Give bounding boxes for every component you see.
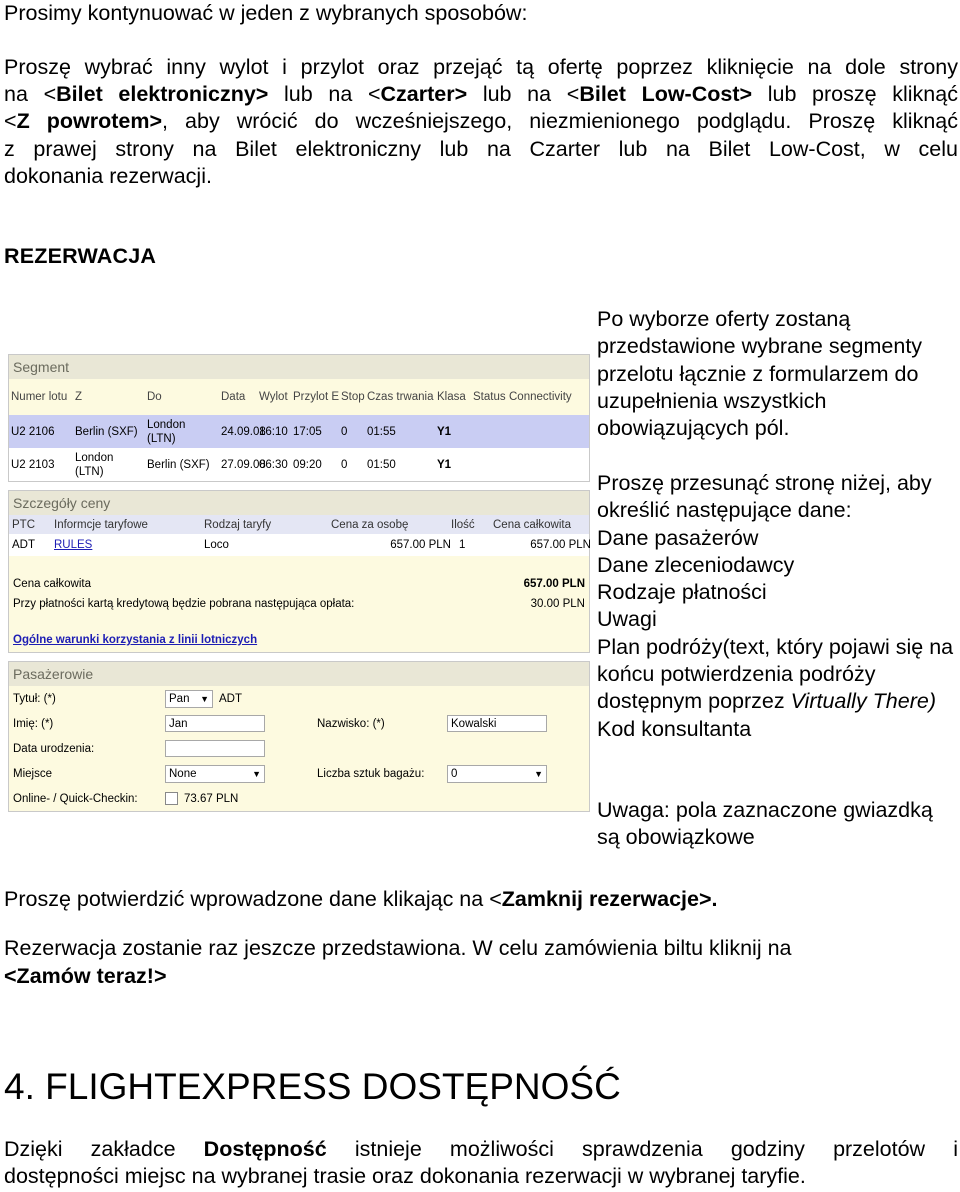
date: 24.09.08 [221,425,266,438]
col-header: Z [75,391,83,403]
col-header: Stop [341,391,365,403]
departure: 16:10 [259,425,288,438]
segment-panel [8,354,590,482]
section-heading-rezerwacja: REZERWACJA [4,244,157,268]
para1-line3: <Z powrotem>, aby wrócić do wcześniejszego, niezmienionego podglądu. Proszę kliknąć [4,109,958,133]
price-panel-title: Szczegóły ceny [9,491,589,515]
price-panel [8,490,590,653]
para1-line1: Proszę wybrać inny wylot i przylot oraz przejąć tą ofertę poprzez kliknięcie na dole strony [4,55,958,79]
col-header: Informcje taryfowe [54,518,148,531]
passengers-panel [8,661,590,812]
col-header: Rodzaj taryfy [204,518,272,531]
col-header: Czas trwania [367,390,434,403]
dob-input[interactable] [165,740,265,757]
bags-select[interactable]: 0 ▼ [447,765,547,783]
flight-number: U2 2103 [11,458,55,471]
first-name-input[interactable]: Jan [165,715,265,732]
repeat-line2: <Zamów teraz!> [4,964,167,988]
para1-line2: na <Bilet elektroniczny> lub na <Czarter> lub na <Bilet Low-Cost> lub proszę kliknąć [4,82,958,106]
checkin-row [9,786,589,811]
side-note-intro: Proszę przesunąć stronę niżej, aby określić następujące dane: [597,471,932,523]
segment-header-row [9,379,589,415]
card-fee-row [9,594,589,614]
to-city: Berlin (SXF) [147,458,210,471]
repeat-line1: Rezerwacja zostanie raz jeszcze przedstawiona. W celu zamówienia biltu kliknij na [4,936,792,960]
dob-row [9,736,589,761]
last-name-input[interactable]: Kowalski [447,715,547,732]
segment-row[interactable] [9,415,589,448]
final-line2: dostępności miejsc na wybranej trasie oraz dokonania rezerwacji w wybranej taryfie. [4,1164,806,1188]
segment-panel-title: Segment [9,355,589,379]
conditions-row [9,628,589,652]
rules-link[interactable]: RULES [54,539,93,551]
side-note-segments: Po wyborze oferty zostaną przedstawione wybrane segmenty przelotu łącznie z formularzem do uzupełnienia wszystkich obowiązujących pól. [597,307,923,441]
chevron-down-icon: ▼ [534,768,543,779]
total-value: 657.00 PLN [523,578,585,590]
list-item: Dane pasażerów [597,525,759,550]
stops: 0 [341,458,348,471]
col-header: Ilość [451,518,475,531]
card-fee-label: Przy płatności kartą kredytową będzie pobrana następująca opłata: [13,598,355,610]
col-header: Wylot [259,391,288,403]
total-label: Cena całkowita [13,578,91,590]
col-header: PTC [12,518,35,531]
class: Y1 [437,458,452,471]
class: Y1 [437,425,452,438]
total-price: 657.00 PLN [530,539,591,551]
price-row [9,534,589,556]
seat-row [9,761,589,786]
col-header: Data [221,391,246,403]
duration: 01:55 [367,425,396,438]
confirm-paragraph: Proszę potwierdzić wprowadzone dane klikając na <Zamknij rezerwacje>. [4,887,718,911]
para1-line4: z prawej strony na Bilet elektroniczny lub na Czarter lub na Bilet Low-Cost, w celu [4,137,958,161]
arrival: 17:05 [293,425,322,438]
col-header: Status [473,391,506,403]
col-header: Klasa [437,391,466,403]
ptc-label: ADT [219,692,242,705]
name-row [9,711,589,736]
final-line1: Dzięki zakładce Dostępność istnieje możliwości sprawdzenia godziny przelotów i [4,1137,958,1161]
card-fee-value: 30.00 PLN [530,598,585,610]
checkin-checkbox[interactable] [165,792,178,805]
quantity: 1 [459,539,466,551]
col-header: Numer lotu [11,390,68,403]
checkin-price: 73.67 PLN [184,792,239,805]
para1-line5: dokonania rezerwacji. [4,164,212,188]
intro-line: Prosimy kontynuować w jeden z wybranych sposobów: [4,1,528,25]
seat-select[interactable]: None ▼ [165,765,265,783]
dob-label: Data urodzenia: [13,742,95,755]
date: 27.09.08 [221,458,266,471]
price-per-person: 657.00 PLN [390,539,451,551]
title-select[interactable]: Pan ▼ [165,690,213,708]
last-name-label: Nazwisko: (*) [317,717,385,730]
flight-number: U2 2106 [11,425,55,438]
list-item: Rodzaje płatności [597,580,767,605]
col-header: Cena całkowita [493,518,571,531]
chevron-down-icon: ▼ [252,768,261,779]
col-header: Cena za osobę [331,518,409,531]
to-city: London (LTN) [147,418,186,445]
first-name-label: Imię: (*) [13,717,54,730]
price-header-row [9,515,589,534]
total-row [9,574,589,594]
col-header: Do [147,391,162,403]
list-item: Plan podróży(text, który pojawi się na końcu potwierdzenia podróży dostępnym poprzez Virtually There) [597,634,954,714]
segment-row[interactable] [9,448,589,481]
col-header: Connectivity [509,391,572,403]
seat-label: Miejsce [13,767,52,780]
side-note-required: Uwaga: pola zaznaczone gwiazdką są obowiązkowe [597,798,933,850]
fare-type: Loco [204,539,229,551]
list-item: Kod konsultanta [597,716,752,741]
bags-label: Liczba sztuk bagażu: [317,767,425,780]
from-city: London (LTN) [75,451,114,478]
title-row [9,686,589,711]
list-item: Dane zleceniodawcy [597,552,795,577]
side-note-data [597,470,957,743]
departure: 06:30 [259,458,288,471]
passengers-panel-title: Pasażerowie [9,662,589,686]
duration: 01:50 [367,458,396,471]
arrival: 09:20 [293,458,322,471]
col-header: Przylot E [293,391,340,403]
ptc: ADT [12,539,35,551]
from-city: Berlin (SXF) [75,425,138,438]
title-label: Tytuł: (*) [13,692,56,705]
conditions-link[interactable]: Ogólne warunki korzystania z linii lotniczych [13,634,258,646]
chevron-down-icon: ▼ [200,693,209,704]
stops: 0 [341,425,348,438]
booking-screenshot [8,354,590,818]
checkin-label: Online- / Quick-Checkin: [13,792,138,805]
section-heading-availability: 4. FLIGHTEXPRESS DOSTĘPNOŚĆ [4,1066,621,1107]
list-item: Uwagi [597,607,657,632]
